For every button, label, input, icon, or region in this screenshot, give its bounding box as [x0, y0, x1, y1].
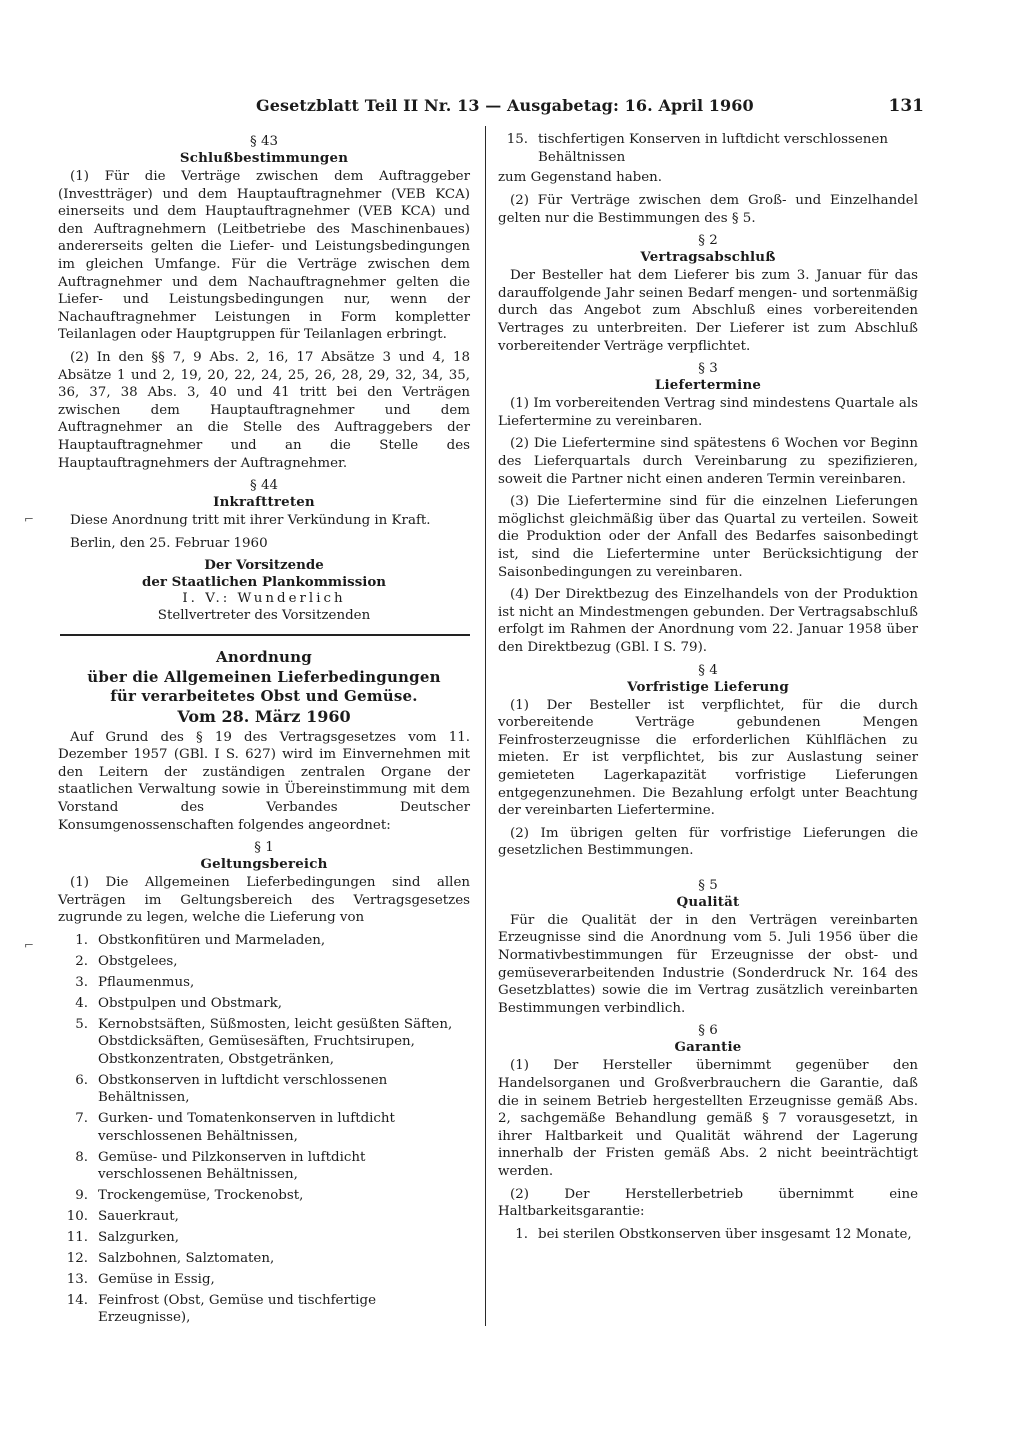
section-2-number: § 2 [698, 233, 718, 249]
list-item [498, 1226, 918, 1244]
list-item-number: 13. [66, 1271, 88, 1287]
list-item-number: 7. [75, 1111, 88, 1127]
list-item-number: 1. [515, 1226, 528, 1242]
list-item-number: 9. [75, 1188, 88, 1204]
section-44-number: § 44 [250, 478, 278, 494]
list-item [58, 932, 470, 950]
margin-mark: ⌐ [24, 938, 35, 952]
section-3-paragraph-2: (2) Die Liefertermine sind spätestens 6 Wochen vor Beginn des Lieferquartals durch Vereinbarung zu spezifizieren, soweit die Partner nicht einen anderen Termin vereinbaren. [498, 436, 918, 487]
margin-mark: ⌐ [24, 512, 35, 526]
list-item [58, 953, 470, 971]
section-6-number: § 6 [698, 1023, 718, 1039]
list-item-text: Feinfrost (Obst, Gemüse und tischfertige Erzeugnisse), [98, 1292, 377, 1326]
list-item-text: bei sterilen Obstkonserven über insgesamt 12 Monate, [538, 1226, 912, 1242]
section-1-title: Geltungsbereich [200, 856, 328, 873]
list-item-text: Gurken- und Tomatenkonserven in luftdicht verschlossenen Behältnissen, [98, 1111, 395, 1144]
list-item-text: Obstkonserven in luftdicht verschlossenen Behältnissen, [98, 1072, 388, 1106]
ordinance-title-3: für verarbeitetes Obst und Gemüse. [110, 687, 418, 706]
section-6-title: Garantie [674, 1039, 742, 1056]
list-item-number: 4. [75, 995, 88, 1011]
section-3-paragraph-1: (1) Im vorbereitenden Vertrag sind mindestens Quartale als Liefertermine zu vereinbaren. [498, 396, 918, 429]
section-6-paragraph-2: (2) Der Herstellerbetrieb übernimmt eine Haltbarkeitsgarantie: [498, 1186, 918, 1220]
list-item [58, 1208, 470, 1226]
signature-line-2: der Staatlichen Plankommission [141, 574, 386, 591]
section-44-title: Inkrafttreten [213, 494, 315, 511]
list-item-number: 8. [75, 1149, 88, 1165]
list-item-text: Trockengemüse, Trockenobst, [98, 1188, 304, 1204]
list-item [58, 1072, 470, 1107]
list-item-number: 6. [75, 1072, 88, 1088]
list-item-number: 11. [66, 1229, 88, 1245]
list-item [58, 1110, 470, 1145]
list-item [58, 1271, 470, 1289]
list-item-text: tischfertigen Konserven in luftdicht verschlossenen Behältnissen [538, 132, 888, 165]
section-4-paragraph-1: (1) Der Besteller ist verpflichtet, für die durch vorbereitende Verträge gebundenen Mengen Feinfrosterzeugnisse die erforderlichen Kühlflächen zu mieten. Er ist verpflichtet, bis zur Auslastung seiner gemieteten Lagerkapazität vorfristige Lieferungen entgegenzunehmen. Die Bezahlung erfolgt unter Beachtung der vereinbarten Liefertermine. [498, 697, 918, 819]
list-item [58, 1149, 470, 1184]
list-item-text: Gemüse in Essig, [98, 1271, 215, 1287]
section-4-paragraph-2: (2) Im übrigen gelten für vorfristige Lieferungen die gesetzlichen Bestimmungen. [498, 825, 918, 859]
section-43-paragraph-2: (2) In den §§ 7, 9 Abs. 2, 16, 17 Absätze 3 und 4, 18 Absätze 1 und 2, 19, 20, 22, 24, 25, 26, 28, 29, 32, 34, 35, 36, 37, 38 Abs. 3, 40 und 41 tritt bei den Verträgen zwischen dem Hauptauftragnehmer und dem Auftragnehmer an die Stelle des Auftraggebers der Hauptauftragnehmer und an die Stelle des Hauptauftragnehmers der Auftragnehmer. [58, 349, 470, 471]
list-item [58, 1229, 470, 1247]
list-item-text: Gemüse- und Pilzkonserven in luftdicht verschlossenen Behältnissen, [98, 1149, 366, 1183]
list-item-text: Salzgurken, [98, 1229, 180, 1245]
left-column [58, 131, 470, 1331]
section-3-number: § 3 [698, 361, 718, 377]
list-item [58, 974, 470, 992]
list-item-text: Sauerkraut, [98, 1209, 179, 1225]
running-head: Gesetzblatt Teil II Nr. 13 — Ausgabetag: 16. April 1960 [256, 96, 754, 115]
list-item [498, 131, 918, 166]
signature-line-4: Stellvertreter des Vorsitzenden [157, 607, 371, 623]
ordinance-title-2: über die Allgemeinen Lieferbedingungen [87, 667, 441, 686]
ordinance-preamble: Auf Grund des § 19 des Vertragsgesetzes vom 11. Dezember 1957 (GBl. I S. 627) wird im Einvernehmen mit den Leitern der zuständigen zentralen Organe der staatlichen Verwaltung sowie in Übereinstimmung mit dem Vorstand des Verbandes Deutscher Konsumgenossenschaften folgendes angeordnet: [58, 729, 470, 833]
section-4-number: § 4 [698, 662, 718, 678]
page-header [256, 96, 924, 122]
list-item-number: 14. [66, 1292, 88, 1308]
section-44-place-date: Berlin, den 25. Februar 1960 [70, 535, 268, 551]
section-43-number: § 43 [250, 134, 278, 149]
section-2-title: Vertragsabschluß [640, 249, 776, 266]
list-item-number: 15. [506, 132, 528, 147]
section-3-paragraph-4: (4) Der Direktbezug des Einzelhandels von der Produktion ist nicht an Mindestmengen gebunden. Der Vertragsabschluß erfolgt im Rahmen der Anordnung vom 22. Januar 1958 über den Direktbezug (GBl. I S. 79). [498, 587, 918, 655]
list-item-text: Obstgelees, [98, 953, 178, 969]
list-item-number: 2. [75, 953, 88, 969]
list-item-text: Salzbohnen, Salztomaten, [98, 1250, 275, 1266]
section-3-title: Liefertermine [654, 377, 762, 394]
section-2-paragraph-1: Der Besteller hat dem Lieferer bis zum 3. Januar für das darauffolgende Jahr seinen Bedarf mengen- und sortenmäßig durch das Angebot zum Abschluß eines vorbereitenden Vertrages zu unterbreiten. Der Lieferer ist zum Abschluß vorbereitender Verträge verpflichtet. [498, 268, 918, 354]
list-item-number: 12. [66, 1250, 88, 1266]
ordinance-date: Vom 28. März 1960 [177, 706, 351, 726]
ordinance-title-1: Anordnung [216, 648, 312, 667]
list-item [58, 1187, 470, 1205]
spacer [498, 865, 918, 875]
section-3-paragraph-3: (3) Die Liefertermine sind für die einzelnen Lieferungen möglichst gleichmäßig über das Quartal zu verteilen. Soweit die Produktion oder der Anfall des Bedarfes saisonbedingt ist, sind die Liefertermine unter Berücksichtigung der Saisonbedingungen zu vereinbaren. [498, 494, 918, 580]
list-item [58, 1250, 470, 1268]
section-6-paragraph-1: (1) Der Hersteller übernimmt gegenüber den Handelsorganen und Großverbrauchern die Garantie, daß die in seinem Betrieb hergestellten Erzeugnisse gemäß Abs. 2, sachgemäße Behandlung gemäß § 7 vorausgesetzt, in ihrer Haltbarkeit und Qualität während der Lagerung innerhalb der Fristen gemäß Abs. 2 nicht beeinträchtigt werden. [498, 1058, 918, 1180]
list-item-number: 5. [75, 1016, 88, 1032]
section-5-number: § 5 [698, 877, 718, 893]
right-column [498, 131, 918, 1247]
section-1-number: § 1 [254, 840, 274, 856]
list-item-number: 1. [75, 933, 88, 949]
product-list [58, 932, 470, 1327]
column-divider [485, 126, 486, 1326]
section-divider [60, 634, 470, 636]
section-1-paragraph-1: (1) Die Allgemeinen Lieferbedingungen sind allen Verträgen im Geltungsbereich des Vertragsgesetzes zugrunde zu legen, welche die Lieferung von [58, 875, 470, 926]
list-item-number: 10. [66, 1209, 88, 1225]
list-item-number: 3. [75, 974, 88, 990]
section-43-paragraph-1: (1) Für die Verträge zwischen dem Auftraggeber (Investträger) und dem Hauptauftragnehmer (VEB KCA) einerseits und dem Hauptauftragnehmer (VEB KCA) und den Auftragnehmern (Leitbetriebe des Maschinenbaues) andererseits gelten die Liefer- und Leistungsbedingungen im gleichen Umfange. Für die Verträge zwischen dem Auftragnehmer und dem Nachauftragnehmer gelten die Liefer- und Leistungsbedingungen nur, wenn der Nachauftragnehmer Leistungen in Form kompletter Teilanlagen oder Hauptgruppen für Teilanlagen erbringt. [58, 169, 470, 343]
signature-block [58, 557, 470, 624]
list-item [58, 1292, 470, 1327]
list-item-text: Obstkonfitüren und Marmeladen, [98, 933, 326, 949]
list-item-text: Obstpulpen und Obstmark, [98, 995, 282, 1011]
list-item [58, 995, 470, 1013]
list-item [58, 1016, 470, 1069]
section-1-list-tail: zum Gegenstand haben. [498, 170, 663, 186]
section-43-title: Schlußbestimmungen [179, 150, 349, 166]
section-5-paragraph-1: Für die Qualität der in den Verträgen vereinbarten Erzeugnisse sind die Anordnung vom 5. Juli 1956 über die Normativbestimmungen für Erzeugnisse der obst- und gemüseverarbeitenden Industrie (Sonderdruck Nr. 164 des Gesetzblattes) sowie die im Vertrag zusätzlich vereinbarten Bestimmungen verbindlich. [498, 912, 918, 1016]
list-item-text: Pflaumenmus, [98, 974, 195, 990]
list-item-text: Kernobstsäften, Süßmosten, leicht gesüßten Säften, Obstdicksäften, Gemüsesäften, Fruchtsirupen, Obstkonzentraten, Obstgetränken, [98, 1016, 453, 1067]
signature-line-3: I. V.: Wunderlich [182, 590, 346, 606]
section-1-paragraph-2: (2) Für Verträge zwischen dem Groß- und Einzelhandel gelten nur die Bestimmungen des § 5. [498, 193, 918, 226]
section-4-title: Vorfristige Lieferung [627, 678, 789, 695]
page-number: 131 [888, 96, 924, 116]
section-5-title: Qualität [676, 893, 740, 910]
signature-line-1: Der Vorsitzende [204, 557, 324, 574]
section-44-paragraph-1: Diese Anordnung tritt mit ihrer Verkündung in Kraft. [70, 513, 431, 529]
